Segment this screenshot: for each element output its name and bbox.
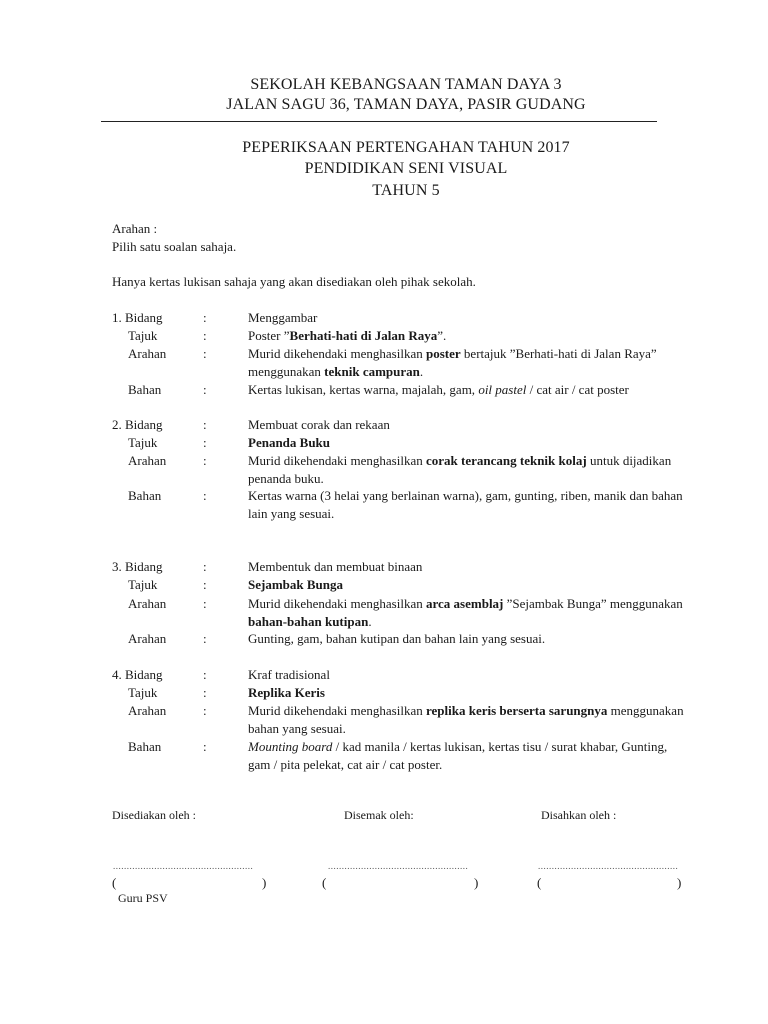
q3-bahan-colon: : [203,631,207,646]
prepared-by-role: Guru PSV [118,891,168,905]
q1-bidang: Menggambar [248,310,318,325]
q4-tajuk-label: Tajuk [128,685,158,700]
checked-by-label: Disemak oleh: [344,808,414,822]
approved-by-label: Disahkan oleh : [541,808,617,822]
q2-bahan-label: Bahan [128,488,162,503]
q3-arahan-label: Arahan [128,596,167,611]
school-address: JALAN SAGU 36, TAMAN DAYA, PASIR GUDANG [226,96,586,113]
prepared-by-label: Disediakan oleh : [112,808,196,822]
q4-tajuk-colon: : [203,685,207,700]
q4-arahan: Murid dikehendaki menghasilkan replika keris berserta sarungnya menggunakan bahan yang sesuai. [248,703,684,736]
q3-arahan-colon: : [203,596,207,611]
subject-title: PENDIDIKAN SENI VISUAL [304,160,508,177]
q2-tajuk-colon: : [203,435,207,450]
q1-tajuk-label: Tajuk [128,328,158,343]
prepared-by-open-paren: ( [112,875,117,890]
approved-by-open-paren: ( [537,875,542,890]
q1-arahan-colon: : [203,346,207,361]
q4-bidang: Kraf tradisional [248,667,330,682]
approved-by-signature-line: ................................................... [538,861,679,871]
q3-arahan: Murid dikehendaki menghasilkan arca asemblaj ”Sejambak Bunga” menggunakan bahan-bahan kutipan. [248,596,683,629]
year-title: TAHUN 5 [372,182,440,199]
q2-bidang-colon: : [203,417,207,432]
q3-bahan: Gunting, gam, bahan kutipan dan bahan lain yang sesuai. [248,631,546,646]
q1-arahan-label: Arahan [128,346,167,361]
q2-tajuk: Penanda Buku [248,435,331,450]
q4-bidang-colon: : [203,667,207,682]
q2-arahan-label: Arahan [128,453,167,468]
checked-by-signature-line: ................................................... [328,861,469,871]
q1-bahan: Kertas lukisan, kertas warna, majalah, gam, oil pastel / cat air / cat poster [248,382,629,397]
q1-tajuk-colon: : [203,328,207,343]
q2-bidang-label: 2. Bidang [112,417,163,432]
instructions-line-2: Hanya kertas lukisan sahaja yang akan disediakan oleh pihak sekolah. [112,274,476,289]
q4-arahan-colon: : [203,703,207,718]
q3-tajuk-label: Tajuk [128,577,158,592]
prepared-by-signature-line: ................................................... [113,861,254,871]
q1-bahan-label: Bahan [128,382,162,397]
q1-bahan-colon: : [203,382,207,397]
q2-arahan: Murid dikehendaki menghasilkan corak terancang teknik kolaj untuk dijadikan penanda buku. [248,453,672,486]
q3-bidang-colon: : [203,559,207,574]
exam-title: PEPERIKSAAN PERTENGAHAN TAHUN 2017 [242,139,570,156]
q2-bahan: Kertas warna (3 helai yang berlainan warna), gam, gunting, riben, manik dan bahan lain yang sesuai. [248,488,683,521]
prepared-by-close-paren: ) [262,875,267,890]
checked-by-close-paren: ) [474,875,479,890]
q1-bidang-colon: : [203,310,207,325]
q3-tajuk: Sejambak Bunga [248,577,343,592]
q3-bidang-label: 3. Bidang [112,559,163,574]
q4-tajuk: Replika Keris [248,685,325,700]
q3-bahan-label: Arahan [128,631,167,646]
approved-by-close-paren: ) [677,875,682,890]
q3-bidang: Membentuk dan membuat binaan [248,559,423,574]
q1-bidang-label: 1. Bidang [112,310,163,325]
q2-arahan-colon: : [203,453,207,468]
q2-bahan-colon: : [203,488,207,503]
q4-bahan: Mounting board / kad manila / kertas lukisan, kertas tisu / surat khabar, Gunting, gam / pita pelekat, cat air / cat poster. [248,739,668,772]
q2-tajuk-label: Tajuk [128,435,158,450]
header-divider [101,121,657,122]
q2-bidang: Membuat corak dan rekaan [248,417,390,432]
checked-by-open-paren: ( [322,875,327,890]
q1-arahan: Murid dikehendaki menghasilkan poster bertajuk ”Berhati-hati di Jalan Raya” menggunakan teknik campuran. [248,346,657,379]
q4-bahan-label: Bahan [128,739,162,754]
instructions-line-1: Pilih satu soalan sahaja. [112,239,237,254]
instructions-label: Arahan : [112,221,158,236]
q1-tajuk: Poster ”Berhati-hati di Jalan Raya”. [248,328,447,343]
q4-bahan-colon: : [203,739,207,754]
q3-tajuk-colon: : [203,577,207,592]
q4-bidang-label: 4. Bidang [112,667,163,682]
q4-arahan-label: Arahan [128,703,167,718]
school-name: SEKOLAH KEBANGSAAN TAMAN DAYA 3 [250,76,562,93]
